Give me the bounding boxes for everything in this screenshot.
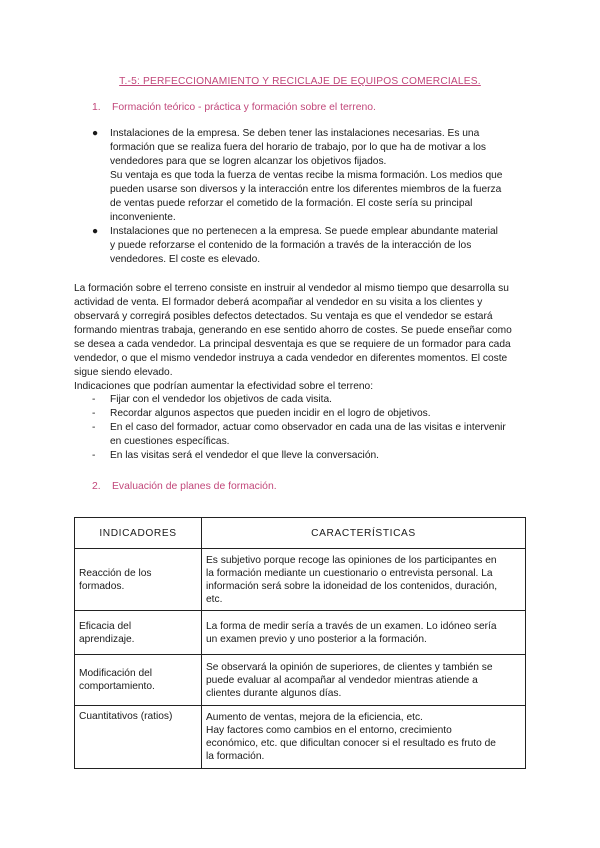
- bullet-line: de ventas puede reforzar el cometido de la formación. El coste sería su principal: [110, 198, 473, 209]
- evaluation-table: [74, 517, 526, 769]
- characteristics-line: Hay factores como cambios en el entorno, crecimiento: [206, 725, 452, 736]
- table-row: [75, 655, 526, 706]
- table-row: [75, 549, 526, 611]
- indicator-line: Eficacia del: [79, 620, 132, 632]
- characteristics-line: económico, etc. que dificultan conocer si el resultado es fruto de: [206, 738, 496, 749]
- indicator-cell: [75, 655, 202, 706]
- characteristics-cell: [202, 655, 526, 706]
- paragraph-line: La formación sobre el terreno consiste en instruir al vendedor al mismo tiempo que desarrolla su: [74, 283, 509, 294]
- characteristics-cell: [202, 611, 526, 655]
- indicator-line: Reacción de los: [79, 567, 152, 579]
- bullet-line: y puede reforzarse el contenido de la formación a través de la interacción de los: [110, 240, 472, 251]
- bullet-line: formación que se realiza fuera del horario de trabajo, por lo que ha de motivar a los: [110, 142, 487, 153]
- bullet-line: vendedores para que se logren alcanzar los objetivos fijados.: [110, 156, 387, 167]
- bullet-line: vendedores. El coste es elevado.: [110, 254, 261, 265]
- indication-line: Fijar con el vendedor los objetivos de cada visita.: [110, 394, 332, 405]
- dash-glyph: -: [92, 450, 96, 461]
- section-2-number: 2.: [92, 481, 101, 492]
- paragraph-line: formando mientras trabaja, generando en ese sentido ahorro de costes. Se puede enseñar como: [74, 325, 512, 336]
- indicator-line: aprendizaje.: [79, 633, 135, 645]
- paragraph-line: observará y corregirá posibles defectos detectados. Su ventaja es que el vendedor se estará: [74, 311, 493, 322]
- characteristics-line: la formación mediante un cuestionario o entrevista personal. La: [206, 567, 493, 579]
- bullet-line: Su ventaja es que toda la fuerza de ventas recibe la misma formación. Los medios que: [110, 170, 503, 181]
- table-header-row: [75, 518, 526, 549]
- indication-item: [92, 449, 532, 463]
- indication-item: [92, 393, 532, 407]
- characteristics-cell: [202, 706, 526, 769]
- indicator-line: comportamiento.: [79, 681, 155, 692]
- characteristics-line: puede evaluar al acompañar al vendedor mientras atiende a: [206, 674, 478, 686]
- document-title: T.-5: PERFECCIONAMIENTO Y RECICLAJE DE EQUIPOS COMERCIALES.: [119, 76, 481, 87]
- characteristics-cell: [202, 549, 526, 611]
- paragraph-line: actividad de venta. El formador deberá acompañar al vendedor en su visita a los clientes y: [74, 297, 483, 308]
- body-paragraph: [74, 282, 534, 394]
- section-1-number: 1.: [92, 102, 101, 113]
- indication-line: En el caso del formador, actuar como observador en cada una de las visitas e intervenir: [110, 422, 506, 433]
- indication-item: [92, 407, 532, 421]
- section-1-title: Formación teórico - práctica y formación sobre el terreno.: [112, 102, 376, 113]
- characteristics-line: la formación.: [206, 751, 265, 762]
- indication-item: [92, 421, 532, 449]
- characteristics-line: Es subjetivo porque recoge las opiniones de los participantes en: [206, 554, 497, 566]
- indicator-line: Cuantitativos (ratios): [79, 711, 173, 722]
- paragraph-line: vendedor, o que el mismo vendedor instruya a cada vendedor en diferentes momentos. El coste: [74, 353, 508, 364]
- bullet-line: Instalaciones que no pertenecen a la empresa. Se puede emplear abundante material: [110, 226, 498, 237]
- indication-line: Recordar algunos aspectos que pueden incidir en el logro de objetivos.: [110, 408, 431, 419]
- indication-line: En las visitas será el vendedor el que lleve la conversación.: [110, 450, 379, 461]
- header-caracteristicas: CARACTERÍSTICAS: [202, 518, 526, 549]
- indication-line: en cuestiones específicas.: [110, 436, 230, 447]
- paragraph-line: Indicaciones que podrían aumentar la efectividad sobre el terreno:: [74, 381, 374, 392]
- bullet-glyph: ●: [92, 128, 99, 139]
- characteristics-line: etc.: [206, 593, 223, 605]
- characteristics-line: clientes durante algunos días.: [206, 687, 342, 699]
- bullet-item: [92, 127, 532, 225]
- bullet-item: [92, 225, 532, 267]
- paragraph-line: sigue siendo elevado.: [74, 367, 173, 378]
- header-indicadores: INDICADORES: [75, 518, 202, 549]
- characteristics-line: Se observará la opinión de superiores, de clientes y también se: [206, 661, 493, 673]
- table-row: [75, 611, 526, 655]
- dash-glyph: -: [92, 394, 96, 405]
- indicator-line: Modificación del: [79, 668, 153, 679]
- characteristics-line: La forma de medir sería a través de un examen. Lo idóneo sería: [206, 620, 497, 632]
- bullet-line: inconveniente.: [110, 212, 176, 223]
- bullet-line: Instalaciones de la empresa. Se deben tener las instalaciones necesarias. Es una: [110, 128, 480, 139]
- bullet-list: [92, 127, 532, 267]
- bullet-line: pueden usarse son diversos y la interacción entre los diferentes miembros de la fuerza: [110, 184, 502, 195]
- dash-glyph: -: [92, 422, 96, 433]
- characteristics-line: un examen previo y uno posterior a la formación.: [206, 633, 427, 645]
- bullet-glyph: ●: [92, 226, 99, 237]
- indications-list: [92, 393, 532, 463]
- indicator-cell: [75, 706, 202, 769]
- indicator-line: formados.: [79, 580, 125, 592]
- table-row: [75, 706, 526, 769]
- section-2-title: Evaluación de planes de formación.: [112, 481, 277, 492]
- characteristics-line: información será sobre la idoneidad de los contenidos, duración,: [206, 580, 498, 592]
- paragraph-line: se desea a cada vendedor. La principal desventaja es que se requiere de un formador para cada: [74, 339, 511, 350]
- dash-glyph: -: [92, 408, 96, 419]
- characteristics-line: Aumento de ventas, mejora de la eficiencia, etc.: [206, 712, 423, 723]
- indicator-cell: [75, 549, 202, 611]
- indicator-cell: [75, 611, 202, 655]
